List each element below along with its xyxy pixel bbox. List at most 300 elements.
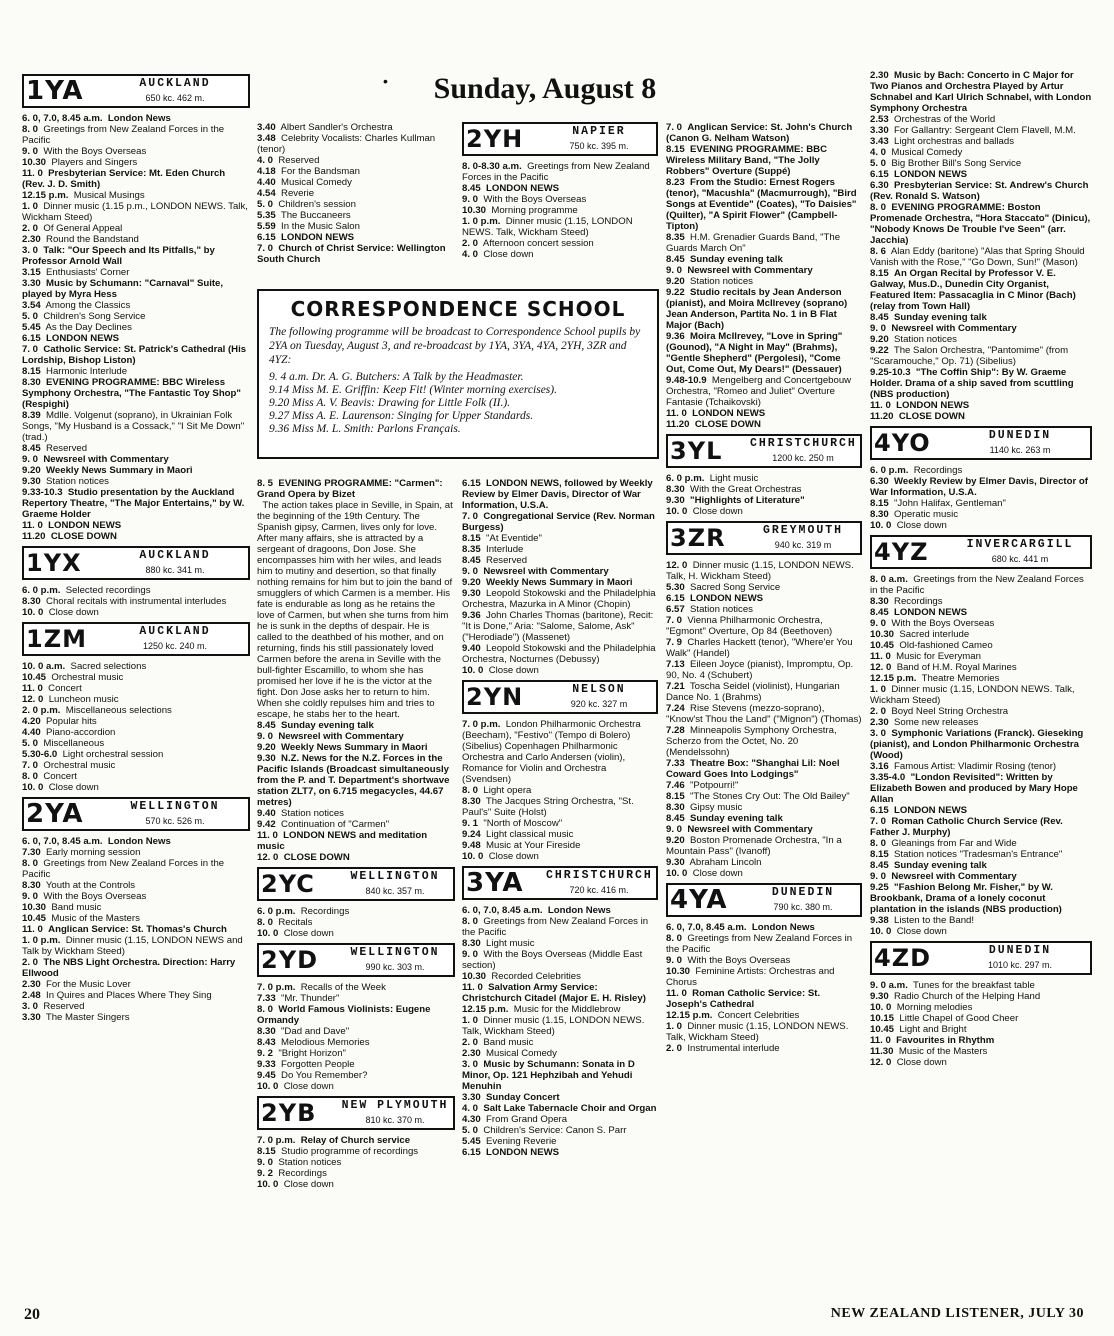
- programme-entry: [257, 1026, 455, 1037]
- programme-title: EVENING PROGRAMME: Boston Promenade Orchestra, "Hora Staccato" (Dinicu), "Nobody Knows De Trouble I've Seen" (arr. Jacchia): [870, 202, 1093, 246]
- programme-time: 10. 0: [870, 520, 892, 531]
- programme-entry: [666, 604, 862, 615]
- programme-entry: [257, 819, 455, 830]
- programme-list-2yn: [462, 719, 658, 862]
- station-header-2ya: [22, 797, 250, 831]
- station-frequency: 920 kc. 327 m: [570, 699, 628, 709]
- programme-title: London News: [107, 113, 171, 124]
- programme-title: Melodious Memories: [281, 1037, 370, 1048]
- programme-entry: [870, 926, 1092, 937]
- programme-time: 4.20: [22, 716, 41, 727]
- programme-entry: [22, 300, 250, 311]
- station-call: 2YN: [466, 683, 524, 711]
- programme-time: 10. 0: [22, 782, 44, 793]
- programme-time: 4.40: [22, 727, 41, 738]
- programme-title: Luncheon music: [48, 694, 119, 705]
- programme-time: 11. 0: [870, 1035, 891, 1046]
- station-header-1yx: [22, 546, 250, 580]
- programme-time: 9.25-10.3: [870, 367, 911, 378]
- programme-time: 8.45: [870, 312, 889, 323]
- programme-entry: [870, 596, 1092, 607]
- programme-entry: [462, 544, 658, 555]
- programme-title: Reserved: [486, 555, 528, 566]
- programme-time: 2.30: [22, 234, 41, 245]
- programme-title: Greetings from the New Zealand Forces in the Pacific: [870, 574, 1087, 596]
- programme-time: 9. 0: [257, 1157, 274, 1168]
- programme-entry: [22, 190, 250, 201]
- station-call: 3YA: [466, 868, 524, 898]
- programme-title: "Bright Horizon": [278, 1048, 346, 1059]
- programme-title: Symphonic Variations (Franck). Gieseking (pianist), and London Philharmonic Orchestra (Wood): [870, 728, 1086, 761]
- programme-entry: [870, 980, 1092, 991]
- programme-entry: [257, 1037, 455, 1048]
- programme-title: EVENING PROGRAMME: "Carmen": Grand Opera by Bizet: [257, 478, 446, 500]
- programme-time: 8. 0: [257, 1004, 274, 1015]
- programme-list-4zd: [870, 980, 1092, 1068]
- programme-title: Concert: [48, 683, 82, 694]
- programme-list-4ya-continued: [870, 70, 1092, 422]
- programme-title: The Buccaneers: [280, 210, 351, 221]
- programme-time: 9.30: [666, 857, 685, 868]
- programme-time: 11. 0: [22, 683, 43, 694]
- correspondence-item: 9.36 Miss M. L. Smith: Parlons Français.: [269, 423, 461, 435]
- programme-time: 5.59: [257, 221, 276, 232]
- programme-title: Light music: [709, 473, 759, 484]
- programme-entry: [666, 582, 862, 593]
- programme-time: 4.40: [257, 177, 276, 188]
- programme-entry: [666, 408, 862, 419]
- programme-entry: [22, 880, 250, 891]
- programme-entry: [870, 125, 1092, 136]
- programme-time: 3.30: [462, 1092, 481, 1103]
- programme-time: 7. 9: [666, 637, 683, 648]
- programme-time: 7.21: [666, 681, 685, 692]
- column-4: [666, 122, 862, 1054]
- programme-title: Sunday evening talk: [894, 860, 987, 871]
- programme-time: 2. 0: [666, 1043, 683, 1054]
- programme-time: 7.30: [22, 847, 41, 858]
- programme-entry: [462, 588, 658, 610]
- programme-title: Do You Remember?: [281, 1070, 368, 1081]
- station-call: 2YA: [26, 799, 84, 829]
- programme-entry: [666, 144, 862, 177]
- programme-time: 7. 0: [666, 122, 683, 133]
- programme-title: Light orchestras and ballads: [894, 136, 1015, 147]
- programme-time: 10. 0: [870, 1002, 892, 1013]
- programme-entry: [666, 593, 862, 604]
- programme-time: 2. 0 p.m.: [22, 705, 61, 716]
- column-1: [22, 70, 250, 1023]
- programme-entry: [462, 1059, 658, 1092]
- programme-title: Old-fashioned Cameo: [899, 640, 993, 651]
- programme-time: 9.20: [870, 334, 889, 345]
- programme-title: Close down: [896, 520, 947, 531]
- programme-list-3zr: [666, 560, 862, 879]
- column-3-bottom: [462, 478, 658, 1158]
- programme-entry: [22, 924, 250, 935]
- programme-time: 8. 0: [666, 933, 683, 944]
- programme-time: 9. 2: [257, 1168, 274, 1179]
- programme-entry: [462, 533, 658, 544]
- programme-time: 11. 0: [870, 400, 891, 411]
- programme-time: 4. 0: [870, 147, 887, 158]
- programme-entry: [870, 706, 1092, 717]
- programme-time: 3.30: [22, 278, 41, 289]
- programme-title: Children's session: [278, 199, 356, 210]
- programme-time: 6.15: [462, 1147, 481, 1158]
- programme-entry: [462, 249, 658, 260]
- programme-entry: [257, 1004, 455, 1026]
- programme-entry: [870, 202, 1092, 246]
- programme-title: Presbyterian Service: St. Andrew's Church (Rev. Ronald S. Watson): [870, 180, 1092, 202]
- programme-time: 9.30: [257, 753, 276, 764]
- programme-title: Anglican Service: St. Thomas's Church: [48, 924, 227, 935]
- programme-title: Station notices: [278, 1157, 342, 1168]
- programme-entry: [666, 276, 862, 287]
- station-call: 4YZ: [874, 538, 929, 566]
- programme-time: 5. 0: [870, 158, 887, 169]
- programme-title: Musical Comedy: [486, 1048, 557, 1059]
- programme-time: 4.18: [257, 166, 276, 177]
- correspondence-item: 9.20 Miss A. V. Beavis: Drawing for Little Folk (II.).: [269, 397, 511, 409]
- programme-time: 10.30: [22, 157, 47, 168]
- programme-time: 8.30: [22, 377, 41, 388]
- station-call: 4ZD: [874, 944, 932, 972]
- programme-title: CLOSE DOWN: [898, 411, 965, 422]
- programme-entry: [462, 1048, 658, 1059]
- programme-entry: [462, 719, 658, 785]
- programme-title: Recordings: [894, 596, 943, 607]
- programme-title: Weekly News Summary in Maori: [486, 577, 633, 588]
- programme-time: 8.15: [870, 849, 889, 860]
- programme-title: "London Revisited": Written by Elizabeth Bowen and produced by Mary Hope Allan: [870, 772, 1081, 805]
- programme-time: 9. 0: [22, 891, 39, 902]
- programme-entry: [22, 749, 250, 760]
- programme-entry: [870, 400, 1092, 411]
- programme-entry: [870, 345, 1092, 367]
- programme-entry: [870, 991, 1092, 1002]
- programme-title: Studio programme of recordings: [281, 1146, 419, 1157]
- programme-title: Roman Catholic Church Service (Rev. Father J. Murphy): [870, 816, 1066, 838]
- programme-time: 9.40: [257, 808, 276, 819]
- programme-time: 5. 0: [22, 311, 39, 322]
- programme-time: 5.30-6.0: [22, 749, 58, 760]
- programme-entry: [666, 637, 862, 659]
- programme-title: Dinner music (1.15, LONDON NEWS. Talk, Wickham Steed): [666, 1021, 851, 1043]
- programme-list-2ya-continued: [257, 122, 452, 265]
- programme-entry: [462, 216, 658, 238]
- programme-time: 9.20: [666, 276, 685, 287]
- programme-title: Instrumental interlude: [687, 1043, 780, 1054]
- programme-title: With the Boys Overseas: [43, 146, 147, 157]
- station-city: INVERCARGILL: [966, 538, 1074, 551]
- programme-entry: [462, 1147, 658, 1158]
- programme-time: 8. 6: [870, 246, 887, 257]
- station-header-1ya: [22, 74, 250, 108]
- programme-entry: [870, 246, 1092, 268]
- programme-list-3ya: [462, 905, 658, 1158]
- programme-title: "Mr. Thunder": [281, 993, 340, 1004]
- programme-entry: [257, 1179, 455, 1190]
- programme-title: Leopold Stokowski and the Philadelphia Orchestra, Mazurka in A Minor (Chopin): [462, 588, 659, 610]
- programme-title: Station notices: [690, 604, 753, 615]
- programme-time: 9.30: [462, 588, 481, 599]
- programme-entry: [22, 858, 250, 880]
- programme-entry: [257, 478, 455, 500]
- programme-title: London News: [107, 836, 171, 847]
- programme-time: 8.15: [666, 791, 685, 802]
- programme-title: The Salon Orchestra, "Pantomime" (from "Scaramouche," Op. 71) (Sibelius): [870, 345, 1071, 367]
- programme-entry: [462, 1004, 658, 1015]
- programme-entry: [462, 205, 658, 216]
- programme-title: Close down: [488, 851, 539, 862]
- programme-time: 12. 0: [22, 694, 44, 705]
- programme-entry: [870, 728, 1092, 761]
- programme-time: 10.45: [870, 1024, 895, 1035]
- programme-entry: [870, 180, 1092, 202]
- programme-title: Musical Comedy: [891, 147, 963, 158]
- programme-time: 11.20: [666, 419, 690, 430]
- programme-title: Salt Lake Tabernacle Choir and Organ: [483, 1103, 657, 1114]
- programme-entry: [462, 785, 658, 796]
- programme-entry: [257, 122, 452, 133]
- programme-time: 7.33: [666, 758, 685, 769]
- programme-time: 9.40: [462, 643, 481, 654]
- programme-list-3ya-evening: [666, 122, 862, 430]
- programme-entry: [666, 703, 862, 725]
- programme-entry: [666, 857, 862, 868]
- programme-time: 1. 0: [462, 1015, 479, 1026]
- programme-entry: [22, 531, 250, 542]
- programme-time: 9. 2: [257, 1048, 274, 1059]
- programme-title: Big Brother Bill's Song Service: [891, 158, 1022, 169]
- programme-title: Theatre Box: "Shanghai Lil: Noel Coward Goes Into Lodgings": [666, 758, 843, 780]
- programme-title: N.Z. News for the N.Z. Forces in the Pacific Islands (Broadcast simultaneously from the P. and T. Department's shortwave station ZLT7, on 6.715 megacycles, 44.67 metres): [257, 753, 453, 808]
- programme-title: Band music: [483, 1037, 534, 1048]
- programme-time: 8.15: [462, 533, 481, 544]
- programme-time: 5.45: [462, 1136, 481, 1147]
- programme-title: Close down: [692, 506, 743, 517]
- programme-title: Children's Song Service: [43, 311, 146, 322]
- programme-time: 10. 0: [257, 1081, 279, 1092]
- programme-time: 8.39: [22, 410, 41, 421]
- programme-title: Reverie: [281, 188, 315, 199]
- programme-time: 9.48-10.9: [666, 375, 707, 386]
- programme-title: Charles Hackett (tenor), "Where'er You Walk" (Handel): [666, 637, 856, 659]
- programme-title: Miscellaneous: [43, 738, 105, 749]
- programme-title: Weekly Review by Elmer Davis, Director of War Information, U.S.A.: [870, 476, 1091, 498]
- programme-title: Celebrity Vocalists: Charles Kullman (tenor): [257, 133, 438, 155]
- programme-title: Recordings: [913, 465, 963, 476]
- programme-entry: [257, 1168, 455, 1179]
- programme-title: Players and Singers: [51, 157, 138, 168]
- programme-entry: [870, 640, 1092, 651]
- programme-entry: [870, 323, 1092, 334]
- programme-time: 10. 0: [22, 607, 44, 618]
- programme-title: "Fashion Belong Mr. Fisher," by W. Brookbank, Drama of a lonely coconut plantation in the islands (NBS production): [870, 882, 1062, 915]
- programme-title: Continuation of "Carmen": [281, 819, 390, 830]
- station-city: AUCKLAND: [139, 549, 211, 562]
- programme-entry: [462, 949, 658, 971]
- programme-entry: [870, 816, 1092, 838]
- programme-entry: [666, 495, 862, 506]
- programme-entry: [22, 311, 250, 322]
- programme-time: 10. 0: [462, 851, 484, 862]
- programme-entry: [462, 982, 658, 1004]
- programme-time: 9. 0: [462, 194, 479, 205]
- programme-time: 7. 0 p.m.: [257, 982, 296, 993]
- programme-title: Roman Catholic Service: St. Joseph's Cathedral: [666, 988, 823, 1010]
- programme-title: Miscellaneous selections: [65, 705, 172, 716]
- programme-time: 8.35: [666, 232, 685, 243]
- programme-title: Light opera: [483, 785, 532, 796]
- programme-time: 7.24: [666, 703, 685, 714]
- programme-title: Congregational Service (Rev. Norman Burgess): [462, 511, 658, 533]
- programme-entry: [666, 560, 862, 582]
- station-header-2yc: [257, 867, 455, 901]
- programme-time: 9. 0: [870, 871, 887, 882]
- programme-title: In the Music Salon: [281, 221, 360, 232]
- programme-title: Greetings from New Zealand Forces in the Pacific: [462, 916, 651, 938]
- station-frequency: 940 kc. 319 m: [774, 540, 832, 550]
- programme-time: 1. 0: [870, 684, 887, 695]
- programme-title: With the Great Orchestras: [690, 484, 802, 495]
- programme-title: Music for the Middlebrow: [513, 1004, 621, 1015]
- programme-time: 6. 0, 7.0, 8.45 a.m.: [462, 905, 543, 916]
- programme-time: 3.30: [870, 125, 889, 136]
- station-call: 1ZM: [26, 625, 87, 653]
- programme-title: Close down: [283, 1081, 334, 1092]
- programme-title: Mdlle. Volgenut (soprano), in Ukrainian Folk Songs, "My Husband is a Cossack," "I Sit Me Down" (trad.): [22, 410, 247, 443]
- programme-title: Theatre Memories: [921, 673, 1000, 684]
- programme-time: 9.20: [22, 465, 41, 476]
- station-header-4yz: [870, 535, 1092, 569]
- programme-entry: [22, 847, 250, 858]
- programme-time: 8.15: [257, 1146, 276, 1157]
- station-frequency: 790 kc. 380 m.: [773, 902, 833, 912]
- programme-entry: [22, 771, 250, 782]
- programme-time: 10.30: [462, 971, 487, 982]
- programme-time: 3. 0: [462, 1059, 479, 1070]
- programme-title: LONDON NEWS: [894, 607, 968, 618]
- programme-time: 12.15 p.m.: [666, 1010, 713, 1021]
- programme-list-2yh: [462, 161, 658, 260]
- programme-time: 9. 0: [666, 265, 683, 276]
- programme-list-2yb: [257, 1135, 455, 1190]
- programme-time: 8. 0: [870, 202, 887, 213]
- programme-title: Radio Church of the Helping Hand: [894, 991, 1041, 1002]
- programme-entry: [462, 1136, 658, 1147]
- programme-time: 6.15: [257, 232, 276, 243]
- station-header-3zr: [666, 521, 862, 555]
- column-2-top: [257, 122, 452, 265]
- programme-entry: [257, 210, 452, 221]
- programme-entry: [666, 725, 862, 758]
- station-header-2yd: [257, 943, 455, 977]
- programme-entry: [666, 955, 862, 966]
- programme-time: 8.45: [462, 555, 481, 566]
- programme-entry: [870, 882, 1092, 915]
- programme-title: Station notices: [894, 334, 957, 345]
- programme-time: 2. 0: [22, 957, 39, 968]
- programme-time: 9.30: [666, 495, 685, 506]
- programme-time: 8.15: [22, 366, 41, 377]
- programme-time: 2.30: [462, 1048, 481, 1059]
- programme-entry: [22, 146, 250, 157]
- programme-title: Newsreel with Commentary: [891, 871, 1017, 882]
- programme-list-4yz: [870, 574, 1092, 937]
- programme-title: Concert Celebrities: [717, 1010, 800, 1021]
- station-frequency: 1010 kc. 297 m.: [987, 960, 1053, 970]
- programme-time: 12. 0: [870, 1057, 892, 1068]
- correspondence-item: 9.14 Miss M. E. Griffin: Keep Fit! (Winter morning exercises).: [269, 384, 557, 396]
- programme-entry: [22, 443, 250, 454]
- programme-entry: [22, 377, 250, 410]
- programme-title: Dinner music (1.15, LONDON NEWS. Talk, Wickham Steed): [462, 216, 636, 238]
- programme-title: Abraham Lincoln: [689, 857, 762, 868]
- programme-title: Harmonic Interlude: [46, 366, 128, 377]
- programme-entry: [666, 287, 862, 331]
- programme-entry: [666, 922, 862, 933]
- programme-time: 2. 0: [22, 223, 39, 234]
- programme-time: 3. 0: [22, 1001, 39, 1012]
- programme-entry: [257, 1135, 455, 1146]
- programme-title: Catholic Service: St. Patrick's Cathedral (His Lordship, Bishop Liston): [22, 344, 249, 366]
- station-frequency: 1140 kc. 263 m: [989, 445, 1051, 455]
- programme-title: "North of Moscow": [483, 818, 563, 829]
- programme-entry: [462, 161, 658, 183]
- programme-time: 9.20: [462, 577, 481, 588]
- programme-entry: [870, 772, 1092, 805]
- programme-entry: [870, 838, 1092, 849]
- programme-entry: [870, 618, 1092, 629]
- programme-entry: [870, 114, 1092, 125]
- programme-title: Weekly News Summary in Maori: [281, 742, 428, 753]
- programme-title: Gleanings from Far and Wide: [891, 838, 1017, 849]
- programme-title: Band of H.M. Royal Marines: [896, 662, 1017, 673]
- programme-entry: [462, 905, 658, 916]
- programme-entry: [666, 331, 862, 375]
- programme-entry: [22, 705, 250, 716]
- programme-title: For the Bandsman: [281, 166, 360, 177]
- station-city: GREYMOUTH: [762, 524, 844, 537]
- programme-time: 6.15: [22, 333, 41, 344]
- programme-title: Sacred selections: [70, 661, 147, 672]
- programme-time: 11. 0: [870, 651, 891, 662]
- station-city: AUCKLAND: [139, 77, 211, 90]
- programme-title: Light and Bright: [899, 1024, 967, 1035]
- programme-entry: [257, 155, 452, 166]
- programme-entry: [22, 1012, 250, 1023]
- programme-title: Studio presentation by the Auckland Repertory Theatre, "The Major Entertains," by W. Graeme Holder: [22, 487, 248, 520]
- programme-entry: [22, 913, 250, 924]
- programme-time: 11. 0: [666, 408, 687, 419]
- programme-time: 3.48: [257, 133, 276, 144]
- programme-title: With the Boys Overseas: [483, 194, 587, 205]
- programme-entry: [870, 1035, 1092, 1046]
- programme-time: 11. 0: [462, 982, 483, 993]
- programme-entry: [257, 928, 455, 939]
- programme-entry: [22, 1001, 250, 1012]
- print-mark: •: [383, 73, 388, 89]
- programme-title: Sunday Concert: [486, 1092, 560, 1103]
- programme-title: An Organ Recital by Professor V. E. Galway, Mus.D., Dunedin City Organist, Featured Item: Passacaglia in C Minor (Bach) (relay from Town Hall): [870, 268, 1079, 312]
- programme-title: Anglican Service: St. John's Church (Canon G. Nelham Watson): [666, 122, 855, 144]
- programme-title: Close down: [283, 928, 334, 939]
- programme-entry: [22, 661, 250, 672]
- programme-title: LONDON NEWS: [281, 232, 355, 243]
- programme-title: EVENING PROGRAMME: BBC Wireless Military Band, "The Jolly Robbers" Overture (Suppé): [666, 144, 830, 177]
